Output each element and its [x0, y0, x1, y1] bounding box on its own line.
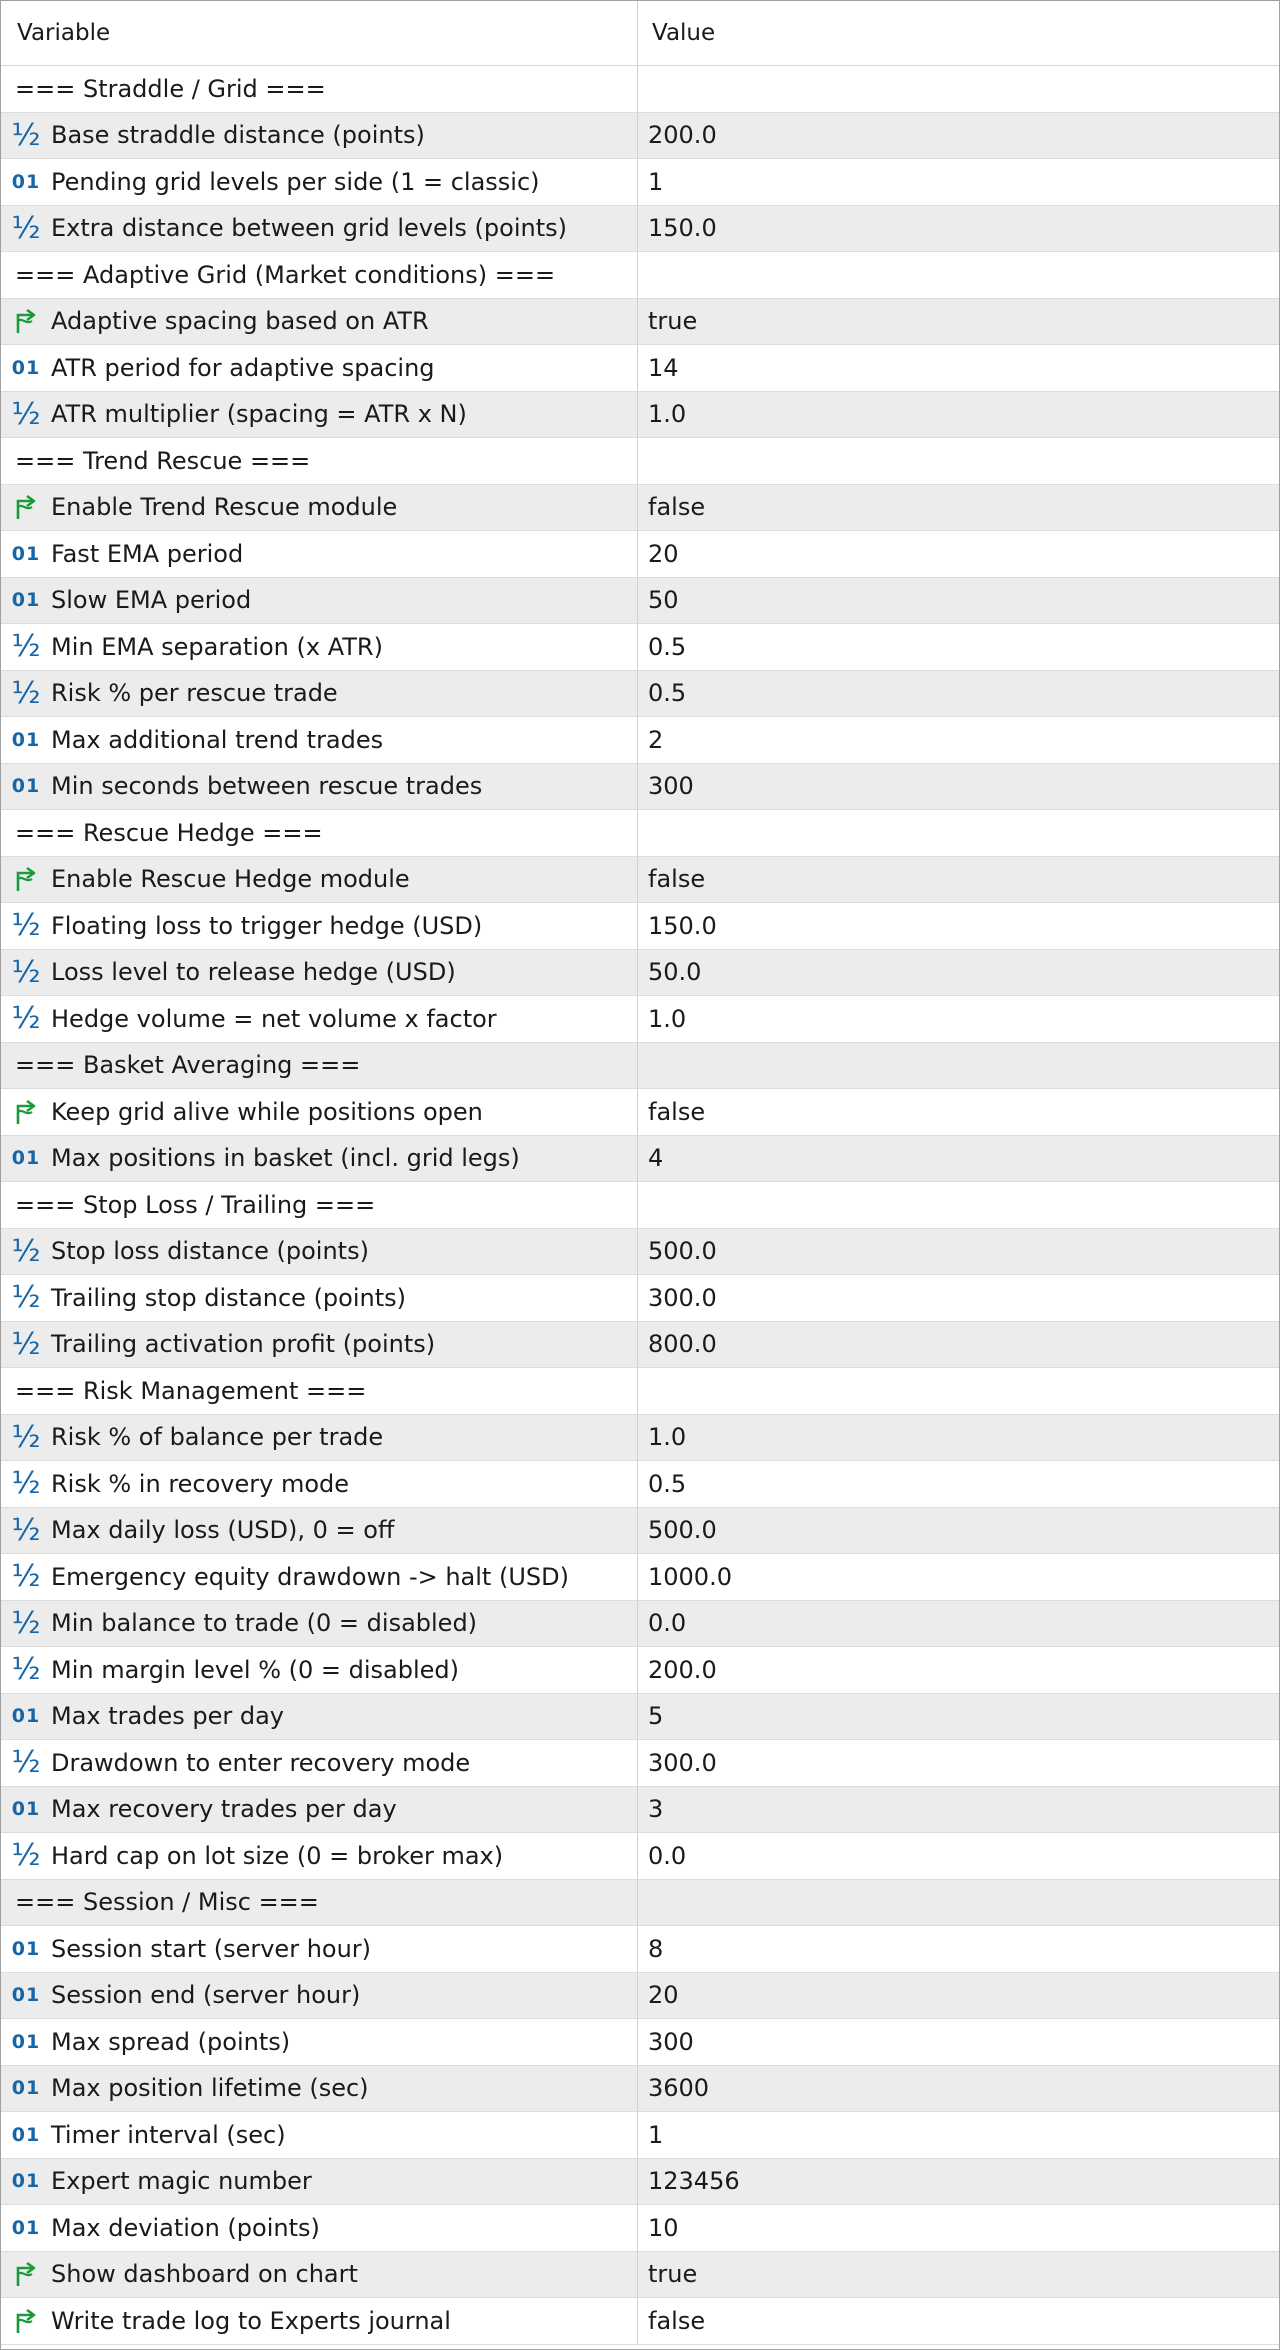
- parameter-row[interactable]: [1, 671, 1279, 718]
- value-cell[interactable]: 0.0: [648, 1841, 687, 1870]
- variable-label: ATR period for adaptive spacing: [51, 353, 435, 382]
- double-type-icon: ½: [11, 210, 41, 246]
- value-cell[interactable]: 50: [648, 586, 679, 615]
- variable-label: Max trades per day: [51, 1702, 285, 1731]
- variable-label: === Risk Management ===: [15, 1376, 367, 1405]
- variable-cell: [1, 1508, 638, 1554]
- column-header-variable[interactable]: Variable: [1, 1, 638, 65]
- parameter-row[interactable]: [1, 159, 1279, 206]
- variable-cell: [1, 1461, 638, 1507]
- variable-cell: [1, 2298, 638, 2344]
- value-cell[interactable]: true: [648, 2260, 698, 2289]
- variable-cell: [1, 252, 638, 298]
- bool-type-icon: [11, 1097, 41, 1127]
- table-header: [1, 1, 1279, 66]
- value-cell[interactable]: 200.0: [648, 121, 717, 150]
- parameter-row[interactable]: [1, 345, 1279, 392]
- variable-label: Max position lifetime (sec): [51, 2074, 369, 2103]
- variable-label: === Straddle / Grid ===: [15, 74, 326, 103]
- value-cell: [638, 66, 1279, 112]
- variable-label: Risk % of balance per trade: [51, 1423, 384, 1452]
- variable-cell: [1, 857, 638, 903]
- variable-label: Show dashboard on chart: [51, 2260, 358, 2289]
- parameter-row[interactable]: [1, 1926, 1279, 1973]
- variable-label: Timer interval (sec): [51, 2120, 286, 2149]
- variable-cell: [1, 1926, 638, 1972]
- variable-label: Fast EMA period: [51, 539, 244, 568]
- bool-type-icon: [11, 492, 41, 522]
- value-cell[interactable]: 1.0: [648, 1423, 687, 1452]
- parameter-row[interactable]: [1, 1415, 1279, 1462]
- double-type-icon: ½: [11, 1419, 41, 1455]
- table-body: [1, 66, 1279, 2345]
- value-cell[interactable]: 50.0: [648, 958, 702, 987]
- variable-cell: [1, 1368, 638, 1414]
- double-type-icon: ½: [11, 1326, 41, 1362]
- double-type-icon: ½: [11, 675, 41, 711]
- integer-type-icon: 01: [11, 775, 41, 798]
- parameter-row[interactable]: [1, 1229, 1279, 1276]
- value-cell[interactable]: 300.0: [648, 1748, 717, 1777]
- value-cell[interactable]: 5: [648, 1702, 664, 1731]
- value-cell[interactable]: 150.0: [648, 214, 717, 243]
- variable-cell: [1, 1787, 638, 1833]
- integer-type-icon: 01: [11, 1984, 41, 2007]
- variable-cell: [1, 671, 638, 717]
- variable-cell: [1, 1136, 638, 1182]
- variable-cell: [1, 206, 638, 252]
- value-cell: [638, 1368, 1279, 1414]
- variable-cell: [1, 1275, 638, 1321]
- integer-type-icon: 01: [11, 170, 41, 193]
- variable-cell: [1, 2159, 638, 2205]
- variable-cell: [1, 1182, 638, 1228]
- variable-label: Expert magic number: [51, 2167, 312, 2196]
- parameter-row[interactable]: [1, 113, 1279, 160]
- variable-label: Trailing stop distance (points): [51, 1283, 407, 1312]
- value-cell[interactable]: 1.0: [648, 1004, 687, 1033]
- variable-cell: [1, 2066, 638, 2112]
- variable-cell: [1, 392, 638, 438]
- bool-type-icon: [11, 2306, 41, 2336]
- parameter-row[interactable]: [1, 1973, 1279, 2020]
- value-cell: [638, 1182, 1279, 1228]
- parameter-row[interactable]: [1, 1275, 1279, 1322]
- variable-cell: [1, 1833, 638, 1879]
- value-cell[interactable]: 1: [648, 167, 664, 196]
- variable-cell: [1, 1740, 638, 1786]
- parameter-row[interactable]: [1, 2019, 1279, 2066]
- section-row[interactable]: [1, 252, 1279, 299]
- variable-label: Trailing activation profit (points): [51, 1330, 436, 1359]
- parameter-row[interactable]: [1, 1554, 1279, 1601]
- value-cell[interactable]: 3600: [648, 2074, 710, 2103]
- value-cell[interactable]: true: [648, 307, 698, 336]
- parameter-row[interactable]: [1, 1461, 1279, 1508]
- variable-label: Min balance to trade (0 = disabled): [51, 1609, 478, 1638]
- value-cell[interactable]: 20: [648, 539, 679, 568]
- variable-label: ATR multiplier (spacing = ATR x N): [51, 400, 467, 429]
- variable-label: Adaptive spacing based on ATR: [51, 307, 429, 336]
- parameter-row[interactable]: [1, 2159, 1279, 2206]
- parameter-row[interactable]: [1, 1136, 1279, 1183]
- variable-cell: [1, 1601, 638, 1647]
- parameter-row[interactable]: [1, 1647, 1279, 1694]
- value-cell: [638, 438, 1279, 484]
- parameter-row[interactable]: [1, 2252, 1279, 2299]
- value-cell[interactable]: 3: [648, 1795, 664, 1824]
- section-row[interactable]: [1, 1368, 1279, 1415]
- variable-label: Emergency equity drawdown -> halt (USD): [51, 1562, 569, 1591]
- value-cell: [638, 252, 1279, 298]
- value-cell[interactable]: 300: [648, 772, 694, 801]
- parameter-row[interactable]: [1, 299, 1279, 346]
- variable-cell: [1, 764, 638, 810]
- value-cell[interactable]: 150.0: [648, 911, 717, 940]
- integer-type-icon: 01: [11, 1147, 41, 1170]
- variable-label: Pending grid levels per side (1 = classic): [51, 167, 540, 196]
- integer-type-icon: 01: [11, 542, 41, 565]
- value-cell[interactable]: false: [648, 493, 706, 522]
- section-row[interactable]: [1, 438, 1279, 485]
- value-cell[interactable]: 8: [648, 1934, 664, 1963]
- double-type-icon: ½: [11, 1233, 41, 1269]
- value-cell[interactable]: 1000.0: [648, 1562, 732, 1591]
- variable-cell: [1, 113, 638, 159]
- bool-type-icon: [11, 2259, 41, 2289]
- column-header-value[interactable]: Value: [652, 20, 716, 46]
- value-cell[interactable]: 0.0: [648, 1609, 687, 1638]
- bool-type-icon: [11, 864, 41, 894]
- section-row[interactable]: [1, 1880, 1279, 1927]
- variable-cell: [1, 578, 638, 624]
- variable-cell: [1, 485, 638, 531]
- variable-cell: [1, 996, 638, 1042]
- parameter-row[interactable]: [1, 1787, 1279, 1834]
- integer-type-icon: 01: [11, 2030, 41, 2053]
- parameter-row[interactable]: [1, 996, 1279, 1043]
- variable-label: Slow EMA period: [51, 586, 252, 615]
- variable-label: Min seconds between rescue trades: [51, 772, 483, 801]
- variable-cell: [1, 2112, 638, 2158]
- variable-cell: [1, 903, 638, 949]
- double-type-icon: ½: [11, 908, 41, 944]
- variable-cell: [1, 717, 638, 763]
- variable-cell: [1, 159, 638, 205]
- value-cell[interactable]: 300.0: [648, 1283, 717, 1312]
- variable-label: Base straddle distance (points): [51, 121, 425, 150]
- integer-type-icon: 01: [11, 1937, 41, 1960]
- variable-label: Stop loss distance (points): [51, 1237, 369, 1266]
- double-type-icon: ½: [11, 1466, 41, 1502]
- double-type-icon: ½: [11, 117, 41, 153]
- variable-label: Enable Rescue Hedge module: [51, 865, 410, 894]
- value-cell[interactable]: 0.5: [648, 632, 687, 661]
- value-cell[interactable]: false: [648, 2306, 706, 2335]
- variable-label: Loss level to release hedge (USD): [51, 958, 456, 987]
- variable-cell: [1, 345, 638, 391]
- variable-label: Risk % per rescue trade: [51, 679, 338, 708]
- variable-label: Risk % in recovery mode: [51, 1469, 350, 1498]
- integer-type-icon: 01: [11, 589, 41, 612]
- variable-label: Max additional trend trades: [51, 725, 384, 754]
- value-cell[interactable]: 2: [648, 725, 664, 754]
- value-cell[interactable]: 500.0: [648, 1516, 717, 1545]
- integer-type-icon: 01: [11, 356, 41, 379]
- value-cell[interactable]: 300: [648, 2027, 694, 2056]
- parameter-row[interactable]: [1, 903, 1279, 950]
- section-row[interactable]: [1, 66, 1279, 113]
- parameter-row[interactable]: [1, 1601, 1279, 1648]
- parameter-row[interactable]: [1, 1740, 1279, 1787]
- variable-cell: [1, 531, 638, 577]
- parameter-row[interactable]: [1, 717, 1279, 764]
- variable-cell: [1, 1043, 638, 1089]
- variable-label: === Trend Rescue ===: [15, 446, 311, 475]
- value-cell[interactable]: 1: [648, 2120, 664, 2149]
- integer-type-icon: 01: [11, 2123, 41, 2146]
- double-type-icon: ½: [11, 1838, 41, 1874]
- variable-label: Session start (server hour): [51, 1934, 372, 1963]
- parameter-row[interactable]: [1, 857, 1279, 904]
- parameter-row[interactable]: [1, 1322, 1279, 1369]
- variable-cell: [1, 66, 638, 112]
- double-type-icon: ½: [11, 396, 41, 432]
- variable-cell: [1, 299, 638, 345]
- variable-label: Keep grid alive while positions open: [51, 1097, 483, 1126]
- variable-label: Session end (server hour): [51, 1981, 361, 2010]
- variable-cell: [1, 1229, 638, 1275]
- variable-cell: [1, 2252, 638, 2298]
- variable-cell: [1, 1880, 638, 1926]
- value-cell[interactable]: 14: [648, 353, 679, 382]
- variable-label: Drawdown to enter recovery mode: [51, 1748, 471, 1777]
- parameter-row[interactable]: [1, 1833, 1279, 1880]
- integer-type-icon: 01: [11, 2170, 41, 2193]
- variable-cell: [1, 1973, 638, 2019]
- double-type-icon: ½: [11, 629, 41, 665]
- parameter-row[interactable]: [1, 485, 1279, 532]
- variable-cell: [1, 950, 638, 996]
- parameter-row[interactable]: [1, 578, 1279, 625]
- section-row[interactable]: [1, 810, 1279, 857]
- parameter-row[interactable]: [1, 624, 1279, 671]
- variable-cell: [1, 1694, 638, 1740]
- variable-label: Max spread (points): [51, 2027, 291, 2056]
- variable-label: Max positions in basket (incl. grid legs): [51, 1144, 520, 1173]
- bool-type-icon: [11, 306, 41, 336]
- double-type-icon: ½: [11, 1652, 41, 1688]
- value-cell[interactable]: 200.0: [648, 1655, 717, 1684]
- parameter-row[interactable]: [1, 1508, 1279, 1555]
- integer-type-icon: 01: [11, 2216, 41, 2239]
- parameter-row[interactable]: [1, 2205, 1279, 2252]
- value-cell[interactable]: 500.0: [648, 1237, 717, 1266]
- parameter-row[interactable]: [1, 1694, 1279, 1741]
- variable-label: === Adaptive Grid (Market conditions) ===: [15, 260, 556, 289]
- variable-label: Min EMA separation (x ATR): [51, 632, 383, 661]
- double-type-icon: ½: [11, 954, 41, 990]
- parameter-row[interactable]: [1, 764, 1279, 811]
- value-cell[interactable]: 123456: [648, 2167, 740, 2196]
- integer-type-icon: 01: [11, 2077, 41, 2100]
- integer-type-icon: 01: [11, 1798, 41, 1821]
- value-cell[interactable]: 0.5: [648, 1469, 687, 1498]
- value-cell[interactable]: 10: [648, 2213, 679, 2242]
- variable-cell: [1, 2019, 638, 2065]
- parameter-row[interactable]: [1, 206, 1279, 253]
- variable-label: Max recovery trades per day: [51, 1795, 397, 1824]
- variable-label: Write trade log to Experts journal: [51, 2306, 451, 2335]
- variable-cell: [1, 1554, 638, 1600]
- variable-label: Enable Trend Rescue module: [51, 493, 398, 522]
- variable-label: Floating loss to trigger hedge (USD): [51, 911, 483, 940]
- variable-label: Max daily loss (USD), 0 = off: [51, 1516, 395, 1545]
- variable-cell: [1, 1415, 638, 1461]
- variable-label: Hedge volume = net volume x factor: [51, 1004, 497, 1033]
- value-cell: [638, 810, 1279, 856]
- double-type-icon: ½: [11, 1512, 41, 1548]
- double-type-icon: ½: [11, 1559, 41, 1595]
- parameter-row[interactable]: [1, 1089, 1279, 1136]
- value-cell[interactable]: 4: [648, 1144, 664, 1173]
- variable-label: Max deviation (points): [51, 2213, 320, 2242]
- variable-cell: [1, 1089, 638, 1135]
- double-type-icon: ½: [11, 1745, 41, 1781]
- value-cell[interactable]: 0.5: [648, 679, 687, 708]
- variable-label: Min margin level % (0 = disabled): [51, 1655, 459, 1684]
- variable-cell: [1, 438, 638, 484]
- parameter-row[interactable]: [1, 392, 1279, 439]
- variable-cell: [1, 624, 638, 670]
- value-cell[interactable]: false: [648, 1097, 706, 1126]
- integer-type-icon: 01: [11, 728, 41, 751]
- variable-cell: [1, 810, 638, 856]
- value-cell[interactable]: 800.0: [648, 1330, 717, 1359]
- section-row[interactable]: [1, 1043, 1279, 1090]
- parameter-row[interactable]: [1, 2066, 1279, 2113]
- parameter-row[interactable]: [1, 2298, 1279, 2345]
- value-cell: [638, 1880, 1279, 1926]
- parameter-row[interactable]: [1, 2112, 1279, 2159]
- value-cell[interactable]: 1.0: [648, 400, 687, 429]
- parameter-row[interactable]: [1, 950, 1279, 997]
- double-type-icon: ½: [11, 1001, 41, 1037]
- section-row[interactable]: [1, 1182, 1279, 1229]
- variable-label: === Session / Misc ===: [15, 1888, 319, 1917]
- variable-label: === Rescue Hedge ===: [15, 818, 323, 847]
- variable-cell: [1, 1322, 638, 1368]
- parameter-row[interactable]: [1, 531, 1279, 578]
- variable-label: === Basket Averaging ===: [15, 1051, 361, 1080]
- variable-label: === Stop Loss / Trailing ===: [15, 1190, 376, 1219]
- value-cell[interactable]: 20: [648, 1981, 679, 2010]
- variable-cell: [1, 1647, 638, 1693]
- double-type-icon: ½: [11, 1605, 41, 1641]
- integer-type-icon: 01: [11, 1705, 41, 1728]
- value-cell: [638, 1043, 1279, 1089]
- variable-label: Extra distance between grid levels (points): [51, 214, 567, 243]
- double-type-icon: ½: [11, 1280, 41, 1316]
- variable-label: Hard cap on lot size (0 = broker max): [51, 1841, 504, 1870]
- variable-cell: [1, 2205, 638, 2251]
- value-cell[interactable]: false: [648, 865, 706, 894]
